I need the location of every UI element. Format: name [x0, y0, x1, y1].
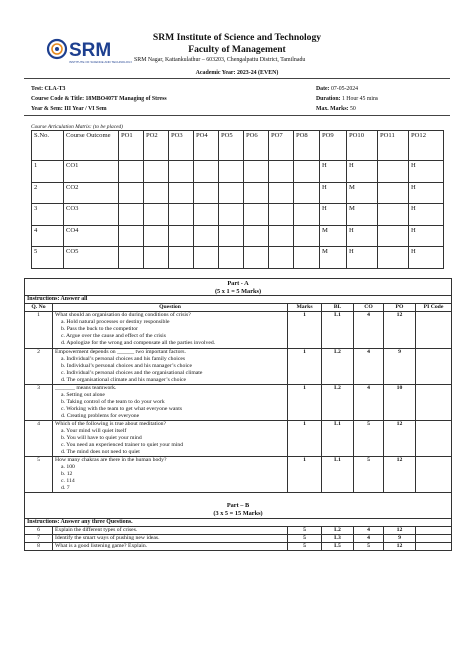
- co-matrix-cell: [219, 247, 244, 269]
- question-co: 5: [354, 457, 384, 493]
- question-text: Which of the following is true about meditation?: [55, 420, 167, 427]
- co-matrix-row: [32, 247, 444, 269]
- question-row: [25, 384, 452, 420]
- question-option: c. 114: [61, 478, 75, 485]
- question-pi: [416, 384, 452, 420]
- question-option: b. Pass the buck to the competitor: [61, 326, 138, 333]
- co-matrix-cell: [378, 247, 409, 269]
- co-header-cell: PO10: [347, 131, 378, 161]
- part-a-questions: [25, 312, 452, 493]
- co-matrix-cell: M: [320, 247, 347, 269]
- question-paper-table: [24, 278, 452, 551]
- bl-header: BL: [322, 304, 354, 312]
- question-co: 5: [354, 420, 384, 456]
- question-bl: L2: [322, 384, 354, 420]
- co-matrix-row: [32, 182, 444, 204]
- co-matrix-cell: [269, 204, 294, 226]
- question-number: 5: [25, 457, 53, 493]
- co-matrix-cell: [294, 247, 320, 269]
- part-b-title: Part – B: [226, 502, 250, 510]
- question-option: c. Individual’s personal choices and the organisational climate: [61, 369, 203, 376]
- co-matrix-cell: [219, 204, 244, 226]
- question-option: d. The organisational climate and his manager’s choice: [61, 376, 187, 383]
- co-matrix-cell: [194, 182, 219, 204]
- co-header-cell: PO1: [119, 131, 144, 161]
- header-divider: [24, 78, 450, 79]
- part-a-heading-row: [25, 279, 452, 296]
- po-header: PO: [384, 304, 416, 312]
- question-option: c. Working with the team to get what everyone wants: [61, 405, 183, 412]
- question-pi: [416, 420, 452, 456]
- question-co: 4: [354, 534, 384, 542]
- question-pi: [416, 534, 452, 542]
- question-number: 8: [25, 542, 53, 550]
- course-label: Course Code & Title: 18MBO407T Managing of Stress: [31, 96, 167, 102]
- question-pi: [416, 457, 452, 493]
- co-matrix-cell: [244, 204, 269, 226]
- question-option: b. 12: [61, 471, 73, 478]
- question-option: b. Individual’s personal choices and his manager’s choice: [61, 362, 192, 369]
- question-number: 3: [25, 384, 53, 420]
- question-number: 1: [25, 312, 53, 348]
- date-value: 07-05-2024: [330, 86, 359, 92]
- co-matrix-cell: [294, 204, 320, 226]
- part-b-questions: [25, 526, 452, 550]
- question-option: a. Hold natural processes or destiny responsible: [61, 319, 170, 326]
- part-a-heading: [25, 279, 452, 296]
- marks-header: Marks: [288, 304, 322, 312]
- question-row: [25, 312, 452, 348]
- duration-value: 1 Hour 45 mins: [341, 96, 379, 102]
- co-matrix-cell: CO3: [64, 204, 119, 226]
- year-sem-label: Year & Sem: III Year / VI Sem: [31, 106, 107, 112]
- question-option: c. Argue over the cause and effect of the crisis: [61, 333, 166, 340]
- part-a-instructions: Instructions: Answer all: [25, 296, 452, 304]
- max-marks-label: Max. Marks:: [316, 106, 350, 112]
- question-option: b. You will have to quiet your mind: [61, 435, 142, 442]
- co-matrix-cell: [194, 161, 219, 183]
- co-matrix-cell: [269, 225, 294, 247]
- co-matrix-cell: [194, 225, 219, 247]
- co-matrix-cell: H: [347, 247, 378, 269]
- question-po: 9: [384, 348, 416, 384]
- question-option: d. The mind does not need to quiet: [61, 449, 140, 456]
- co-matrix-caption: Course Articulation Matrix: (to be placed): [31, 124, 123, 130]
- co-matrix-cell: [119, 225, 144, 247]
- question-pi: [416, 526, 452, 534]
- question-marks: 1: [288, 312, 322, 348]
- qno-header: Q. No: [25, 304, 53, 312]
- question-row: [25, 457, 452, 493]
- question-co: 4: [354, 384, 384, 420]
- institute-name: SRM Institute of Science and Technology: [152, 32, 322, 43]
- question-po: 10: [384, 384, 416, 420]
- co-matrix-cell: [144, 182, 169, 204]
- co-matrix-cell: [144, 247, 169, 269]
- question-option: d. Creating problems for everyone: [61, 412, 140, 419]
- question-cell: [53, 384, 288, 420]
- svg-text:INSTITUTE OF SCIENCE AND TECHN: INSTITUTE OF SCIENCE AND TECHNOLOGY: [69, 60, 132, 64]
- co-header-cell: S.No.: [32, 131, 64, 161]
- question-po: 9: [384, 534, 416, 542]
- question-text: What is a good listening game? Explain.: [53, 542, 288, 550]
- question-bl: L1: [322, 420, 354, 456]
- co-matrix-cell: H: [320, 204, 347, 226]
- co-matrix-cell: [119, 204, 144, 226]
- co-matrix-cell: H: [409, 247, 444, 269]
- question-bl: L1: [322, 457, 354, 493]
- co-matrix-cell: [169, 182, 194, 204]
- question-po: 12: [384, 420, 416, 456]
- part-b-instructions: Instructions: Answer any three Questions.: [25, 518, 452, 526]
- co-header-cell: PO8: [294, 131, 320, 161]
- co-matrix-cell: M: [347, 204, 378, 226]
- co-matrix-cell: H: [409, 225, 444, 247]
- question-co: 4: [354, 312, 384, 348]
- co-matrix-cell: [294, 161, 320, 183]
- question-co: 5: [354, 542, 384, 550]
- question-cell: [53, 348, 288, 384]
- question-option: c. You need an experienced trainer to quiet your mind: [61, 442, 184, 449]
- co-matrix-cell: [119, 182, 144, 204]
- co-matrix-cell: H: [409, 204, 444, 226]
- co-matrix-cell: [144, 225, 169, 247]
- co-matrix-row: [32, 161, 444, 183]
- question-text: Identify the smart ways of pushing new ideas.: [53, 534, 288, 542]
- question-marks: 1: [288, 348, 322, 384]
- question-header: Question: [53, 304, 288, 312]
- co-matrix-cell: M: [347, 182, 378, 204]
- co-matrix-cell: [169, 225, 194, 247]
- question-text: What should an organisation do during conditions of crisis?: [55, 312, 191, 319]
- co-matrix-cell: 5: [32, 247, 64, 269]
- co-header-cell: PO11: [378, 131, 409, 161]
- question-cell: [53, 420, 288, 456]
- co-matrix-cell: CO1: [64, 161, 119, 183]
- max-marks-field: [316, 106, 356, 112]
- co-header-cell: PO3: [169, 131, 194, 161]
- co-matrix-cell: 4: [32, 225, 64, 247]
- duration-field: [316, 96, 378, 102]
- co-matrix-cell: [169, 204, 194, 226]
- co-matrix-cell: [269, 161, 294, 183]
- question-row: [25, 348, 452, 384]
- co-matrix-cell: [219, 182, 244, 204]
- question-bl: L5: [322, 542, 354, 550]
- co-matrix-cell: [219, 161, 244, 183]
- co-matrix-cell: [169, 161, 194, 183]
- question-bl: L2: [322, 348, 354, 384]
- question-po: 12: [384, 457, 416, 493]
- question-option: d. 7: [61, 485, 70, 492]
- co-matrix-row: [32, 225, 444, 247]
- question-pi: [416, 348, 452, 384]
- question-row: [25, 534, 452, 542]
- co-matrix-cell: [194, 204, 219, 226]
- co-matrix-cell: [144, 161, 169, 183]
- question-po: 12: [384, 312, 416, 348]
- question-text: Empowerment depends on ______ two important factors.: [55, 348, 186, 355]
- co-header-cell: PO9: [320, 131, 347, 161]
- co-header-cell: PO4: [194, 131, 219, 161]
- co-matrix-cell: 3: [32, 204, 64, 226]
- co-matrix-cell: M: [320, 225, 347, 247]
- question-text: How many chakras are there in the human body?: [55, 457, 167, 464]
- question-bl: L2: [322, 526, 354, 534]
- co-matrix-body: [32, 161, 444, 269]
- part-b-heading-row: [25, 493, 452, 518]
- part-b-subtitle: (3 x 5 = 15 Marks): [213, 510, 263, 518]
- date-label: Date:: [316, 86, 331, 92]
- faculty-name: Faculty of Management: [188, 44, 286, 55]
- question-co: 4: [354, 526, 384, 534]
- question-row: [25, 542, 452, 550]
- meta-divider: [24, 115, 450, 116]
- question-co: 4: [354, 348, 384, 384]
- question-row: [25, 526, 452, 534]
- co-matrix-cell: 2: [32, 182, 64, 204]
- co-header-cell: PO6: [244, 131, 269, 161]
- question-option: a. 100: [61, 464, 75, 471]
- co-matrix-cell: [378, 204, 409, 226]
- co-matrix-cell: [194, 247, 219, 269]
- co-header-cell: PO2: [144, 131, 169, 161]
- question-marks: 1: [288, 457, 322, 493]
- co-matrix-cell: [269, 182, 294, 204]
- co-matrix-header-row: [32, 131, 444, 161]
- part-a-instructions-row: [25, 296, 452, 304]
- institute-address: SRM Nagar, Kattankulathur – 603203, Chengalpattu District, Tamilnadu: [134, 57, 306, 63]
- question-cell: [53, 457, 288, 493]
- co-header: CO: [354, 304, 384, 312]
- part-a-subtitle: (5 x 1 = 5 Marks): [214, 287, 262, 295]
- co-matrix-cell: [144, 204, 169, 226]
- question-number: 6: [25, 526, 53, 534]
- co-matrix-cell: [378, 182, 409, 204]
- co-matrix-cell: H: [409, 182, 444, 204]
- academic-year: Academic Year: 2023-24 (EVEN): [195, 70, 279, 76]
- co-articulation-matrix: [31, 130, 444, 269]
- co-matrix-cell: CO5: [64, 247, 119, 269]
- co-matrix-cell: H: [320, 161, 347, 183]
- co-matrix-cell: [294, 225, 320, 247]
- co-matrix-cell: [269, 247, 294, 269]
- question-option: a. Setting out alone: [61, 391, 105, 398]
- svg-text:SRM: SRM: [69, 40, 112, 61]
- question-marks: 5: [288, 534, 322, 542]
- co-matrix-cell: [119, 161, 144, 183]
- co-matrix-cell: CO2: [64, 182, 119, 204]
- co-matrix-cell: [244, 161, 269, 183]
- question-marks: 5: [288, 526, 322, 534]
- question-pi: [416, 542, 452, 550]
- questions-header-row: [25, 304, 452, 312]
- question-row: [25, 420, 452, 456]
- question-number: 4: [25, 420, 53, 456]
- co-matrix-cell: CO4: [64, 225, 119, 247]
- question-marks: 5: [288, 542, 322, 550]
- question-cell: [53, 312, 288, 348]
- question-marks: 1: [288, 384, 322, 420]
- co-matrix-cell: H: [320, 182, 347, 204]
- co-matrix-cell: [294, 182, 320, 204]
- co-matrix-cell: [244, 225, 269, 247]
- question-text: _______ means teamwork.: [55, 384, 117, 391]
- question-bl: L1: [322, 312, 354, 348]
- question-option: d. Apologize for the wrong and compensate all the parties involved.: [61, 340, 216, 347]
- question-number: 2: [25, 348, 53, 384]
- co-header-cell: Course Outcome: [64, 131, 119, 161]
- duration-label: Duration:: [316, 96, 342, 102]
- co-matrix-cell: H: [347, 161, 378, 183]
- co-matrix-cell: [244, 182, 269, 204]
- part-a-title: Part - A: [227, 280, 249, 287]
- question-option: a. Individual’s personal choices and his family choices: [61, 355, 186, 362]
- co-matrix-cell: 1: [32, 161, 64, 183]
- co-matrix-cell: [378, 225, 409, 247]
- question-option: b. Taking control of the team to do your work: [61, 398, 165, 405]
- co-matrix-cell: H: [409, 161, 444, 183]
- co-header-cell: PO7: [269, 131, 294, 161]
- co-matrix-cell: H: [347, 225, 378, 247]
- pi-code-header: PI Code: [416, 304, 452, 312]
- co-matrix-cell: [119, 247, 144, 269]
- question-marks: 1: [288, 420, 322, 456]
- part-b-heading: [25, 493, 452, 518]
- question-po: 12: [384, 542, 416, 550]
- question-text: Explain the different types of crises.: [53, 526, 288, 534]
- question-bl: L3: [322, 534, 354, 542]
- question-po: 12: [384, 526, 416, 534]
- co-matrix-cell: [378, 161, 409, 183]
- co-matrix-cell: [244, 247, 269, 269]
- max-marks-value: 50: [349, 106, 356, 112]
- co-matrix-row: [32, 204, 444, 226]
- part-b-instructions-row: [25, 518, 452, 526]
- co-header-cell: PO12: [409, 131, 444, 161]
- co-header-cell: PO5: [219, 131, 244, 161]
- co-matrix-cell: [169, 247, 194, 269]
- question-option: a. Your mind will quiet itself: [61, 428, 127, 435]
- date-field: [316, 86, 358, 92]
- co-matrix-cell: [219, 225, 244, 247]
- test-label: Test: CLA-T3: [31, 86, 66, 92]
- question-number: 7: [25, 534, 53, 542]
- question-pi: [416, 312, 452, 348]
